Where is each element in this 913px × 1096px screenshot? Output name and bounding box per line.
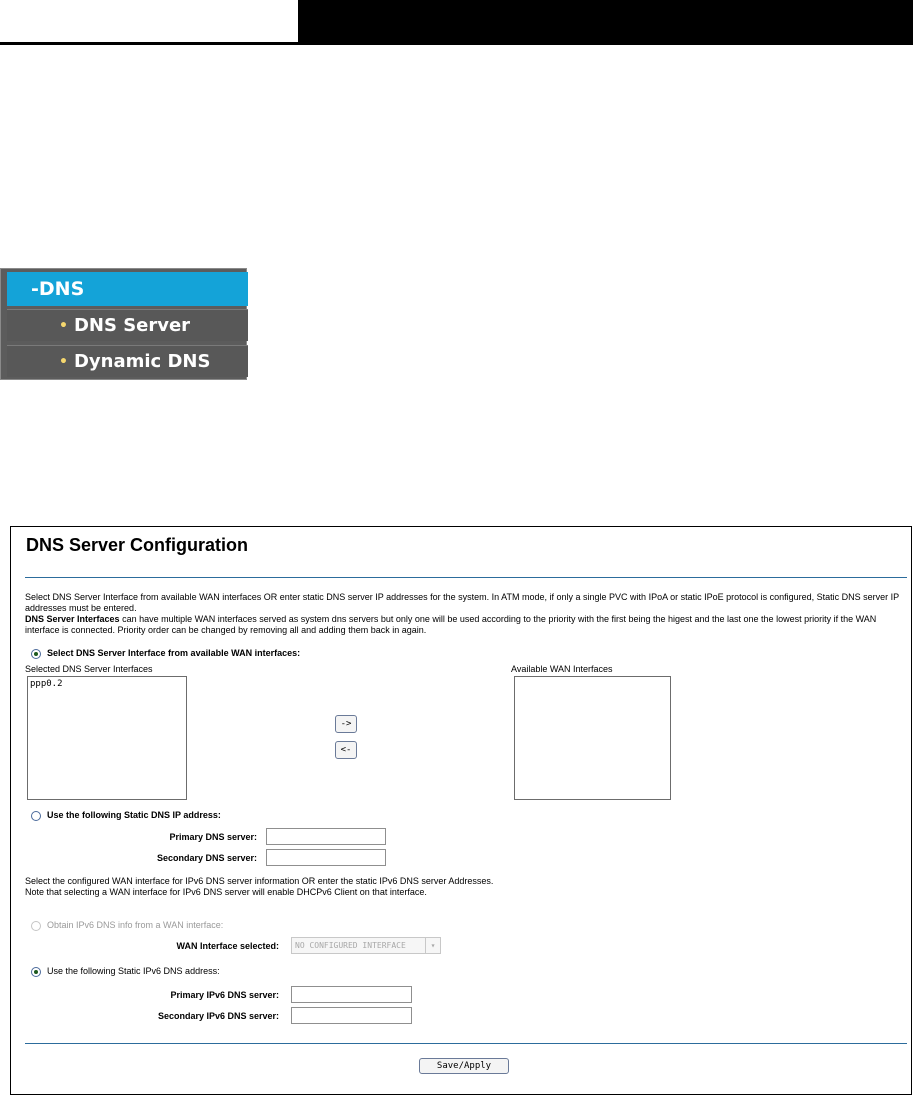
selected-dns-interfaces-list[interactable] <box>27 676 187 800</box>
menu-item-dns-server[interactable] <box>7 309 248 341</box>
radio-ipv6-static-dns-label: Use the following Static IPv6 DNS address: <box>47 966 220 976</box>
primary-ipv6-dns-label: Primary IPv6 DNS server: <box>170 990 279 1000</box>
radio-select-wan-interface-label: Select DNS Server Interface from available WAN interfaces: <box>47 648 301 658</box>
primary-dns-label: Primary DNS server: <box>169 832 257 842</box>
header-rule <box>0 42 913 45</box>
selected-list-label: Selected DNS Server Interfaces <box>25 664 153 674</box>
dns-config-panel <box>10 526 912 1095</box>
description-bold: DNS Server Interfaces <box>25 614 120 624</box>
menu-item-dynamic-dns[interactable] <box>7 345 248 377</box>
available-wan-interfaces-list[interactable] <box>514 676 671 800</box>
description-text-2: can have multiple WAN interfaces served as system dns servers but only one will be used according to the priority with the first being the higest and the last one the lowest priority if the WAN interface is connected. Priority order can be changed by removing all and adding them back in again. <box>25 614 877 635</box>
description <box>25 592 909 636</box>
list-item[interactable]: ppp0.2 <box>30 679 63 689</box>
header-bar <box>298 0 913 42</box>
sidebar-menu <box>0 268 247 380</box>
secondary-ipv6-dns-label: Secondary IPv6 DNS server: <box>157 1011 279 1021</box>
ipv6-description-text-2: Note that selecting a WAN interface for IPv6 DNS server will enable DHCPv6 Client on that interface. <box>25 887 427 897</box>
radio-static-dns[interactable] <box>31 811 41 821</box>
wan-interface-select-value: NO CONFIGURED INTERFACE <box>295 941 406 950</box>
ipv6-description-text: Select the configured WAN interface for IPv6 DNS server information OR enter the static IPv6 DNS server Addresses. <box>25 876 494 886</box>
radio-ipv6-wan-interface[interactable] <box>31 921 41 931</box>
bullet-icon: • <box>59 354 68 370</box>
secondary-ipv6-dns-input[interactable] <box>291 1007 412 1024</box>
available-list-label: Available WAN Interfaces <box>511 664 613 674</box>
radio-ipv6-static-dns[interactable] <box>31 967 41 977</box>
chevron-down-icon: ▾ <box>425 938 440 953</box>
primary-dns-input[interactable] <box>266 828 386 845</box>
divider <box>25 1043 907 1044</box>
menu-section-label: DNS <box>38 278 85 300</box>
radio-ipv6-wan-interface-label: Obtain IPv6 DNS info from a WAN interface: <box>47 920 224 930</box>
description-text: Select DNS Server Interface from available WAN interfaces OR enter static DNS server IP addresses for the system. In ATM mode, if only a single PVC with IPoA or static IPoE protocol is configured, Static DNS server IP addresses must be entered. <box>25 592 900 613</box>
secondary-dns-input[interactable] <box>266 849 386 866</box>
radio-select-wan-interface[interactable] <box>31 649 41 659</box>
ipv6-description <box>25 876 909 898</box>
wan-interface-select[interactable] <box>291 937 441 954</box>
secondary-dns-label: Secondary DNS server: <box>156 853 257 863</box>
move-left-button[interactable]: <- <box>335 741 357 759</box>
save-apply-button[interactable]: Save/Apply <box>419 1058 509 1074</box>
menu-section-dns[interactable] <box>7 272 248 306</box>
radio-static-dns-label: Use the following Static DNS IP address: <box>47 810 221 820</box>
collapse-icon: - <box>31 278 39 300</box>
page-title: DNS Server Configuration <box>26 535 249 555</box>
wan-interface-selected-label: WAN Interface selected: <box>176 941 279 951</box>
menu-item-label: DNS Server <box>73 315 191 336</box>
bullet-icon: • <box>59 318 68 334</box>
primary-ipv6-dns-input[interactable] <box>291 986 412 1003</box>
divider <box>25 577 907 578</box>
menu-item-label: Dynamic DNS <box>73 351 211 372</box>
move-right-button[interactable]: -> <box>335 715 357 733</box>
